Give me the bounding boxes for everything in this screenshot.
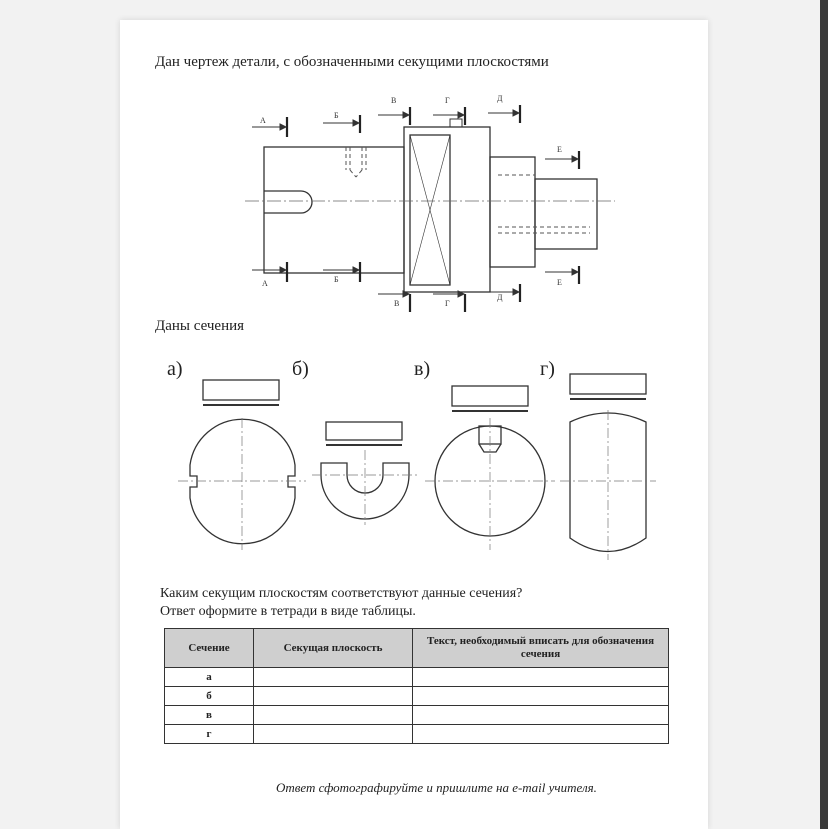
plane-label-v-top: В <box>391 96 397 105</box>
cell-text <box>413 706 669 725</box>
header-plane: Секущая плоскость <box>254 629 413 668</box>
worksheet-page <box>120 20 708 829</box>
plane-label-v-bot: В <box>394 299 400 308</box>
plane-label-g-top: Г <box>445 96 450 105</box>
cell-section: в <box>165 706 254 725</box>
plane-label-a-bot: А <box>262 279 268 288</box>
plane-label-b-top: Б <box>334 111 339 120</box>
plane-label-e-bot: Е <box>557 278 562 287</box>
table-row <box>165 725 669 744</box>
cell-section: б <box>165 687 254 706</box>
question-line-1: Каким секущим плоскостям соответствуют данные сечения? <box>160 586 523 601</box>
cell-plane <box>254 706 413 725</box>
plane-label-e-top: Е <box>557 145 562 154</box>
table-row <box>165 687 669 706</box>
cell-text <box>413 725 669 744</box>
plane-label-g-bot: Г <box>445 299 450 308</box>
question-line-2: Ответ оформите в тетради в виде таблицы. <box>160 604 416 619</box>
scrollbar-strip <box>820 0 828 829</box>
answer-table <box>164 628 669 744</box>
cell-text <box>413 668 669 687</box>
section-label-g: г) <box>540 358 555 380</box>
plane-label-b-bot: Б <box>334 275 339 284</box>
table-row <box>165 668 669 687</box>
table-row <box>165 706 669 725</box>
section-a-shape <box>190 419 295 543</box>
plane-label-d-top: Д <box>497 94 503 103</box>
header-text: Текст, необходимый вписать для обозначения сечения <box>413 629 669 668</box>
intro-text: Дан чертеж детали, с обозначенными секущими плоскостями <box>155 54 549 70</box>
sections-text: Даны сечения <box>155 318 245 334</box>
cell-section: г <box>165 725 254 744</box>
section-label-a: а) <box>167 358 183 380</box>
cell-section: а <box>165 668 254 687</box>
plane-label-a-top: А <box>260 116 266 125</box>
section-label-b: б) <box>292 358 309 380</box>
question-text <box>160 585 522 621</box>
cell-plane <box>254 668 413 687</box>
cell-text <box>413 687 669 706</box>
cell-plane <box>254 687 413 706</box>
footer-text: Ответ сфотографируйте и пришлите на e-mail учителя. <box>276 780 597 795</box>
section-label-v: в) <box>414 358 431 380</box>
sections-drawing <box>120 20 708 580</box>
cell-plane <box>254 725 413 744</box>
plane-label-d-bot: Д <box>497 293 503 302</box>
header-section: Сечение <box>165 629 254 668</box>
